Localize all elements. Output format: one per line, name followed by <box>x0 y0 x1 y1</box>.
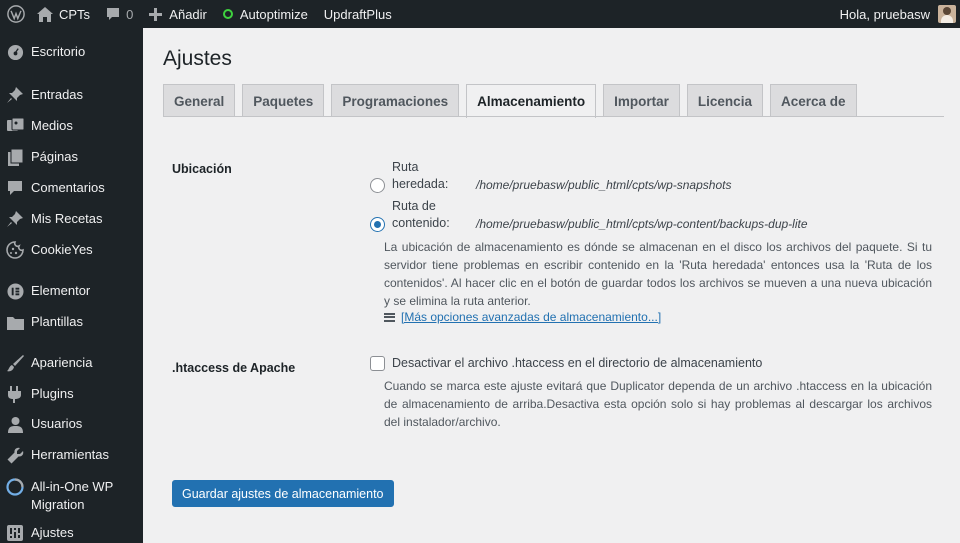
legacy-path-radio[interactable] <box>370 178 385 193</box>
dashboard-icon <box>6 43 24 61</box>
sidebar-item-páginas[interactable] <box>0 148 143 166</box>
autoptimize-menu[interactable] <box>215 0 316 28</box>
pages-icon <box>6 148 24 166</box>
tab-importar[interactable]: Importar <box>603 84 680 117</box>
cookie-icon <box>6 241 24 259</box>
add-new-label: Añadir <box>169 6 207 22</box>
autoptimize-label: Autoptimize <box>239 6 308 22</box>
sidebar-item-label: Comentarios <box>31 180 105 195</box>
sidebar-item-mis-recetas[interactable] <box>0 210 143 228</box>
htaccess-label: .htaccess de Apache <box>172 361 296 375</box>
disable-htaccess-label[interactable]: Desactivar el archivo .htaccess en el directorio de almacenamiento <box>392 356 763 370</box>
site-name-menu[interactable] <box>31 0 98 28</box>
pin-icon <box>6 210 24 228</box>
migration-icon <box>6 478 24 496</box>
pin-icon <box>6 86 24 104</box>
tab-programaciones[interactable]: Programaciones <box>331 84 459 117</box>
legacy-path-label[interactable]: Ruta heredada: <box>392 160 449 191</box>
tab-licencia[interactable]: Licencia <box>687 84 763 117</box>
content-path-value: /home/pruebasw/public_html/cpts/wp-content/backups-dup-lite <box>476 217 808 231</box>
content-path-radio[interactable] <box>370 217 385 232</box>
elementor-icon <box>6 282 24 300</box>
tab-almacenamiento[interactable]: Almacenamiento <box>466 84 596 118</box>
sidebar-item-label: All-in-One WP Migration <box>31 479 114 512</box>
sidebar-item-label: Plantillas <box>31 314 84 329</box>
sidebar-item-label: Entradas <box>31 87 84 102</box>
comment-icon <box>6 179 24 197</box>
wrench-icon <box>6 446 24 464</box>
sidebar-item-label: Escritorio <box>31 44 86 59</box>
sidebar-item-label: Apariencia <box>31 355 93 370</box>
advanced-options <box>384 310 661 324</box>
user-icon <box>6 415 24 433</box>
sidebar-item-all-in-one-wp-migration[interactable] <box>0 478 143 514</box>
sidebar-item-label: Usuarios <box>31 416 83 431</box>
avatar <box>938 5 956 23</box>
plus-icon <box>149 8 162 21</box>
main-content <box>143 28 960 543</box>
comments-menu[interactable] <box>98 0 141 28</box>
sidebar-item-plantillas[interactable] <box>0 313 143 331</box>
status-dot-icon <box>223 9 233 19</box>
home-icon <box>37 7 53 22</box>
tab-general[interactable]: General <box>163 84 235 117</box>
save-storage-button[interactable]: Guardar ajustes de almacenamiento <box>172 480 394 507</box>
settings-tabs <box>163 84 864 117</box>
admin-bar <box>0 0 960 28</box>
sidebar-item-label: Herramientas <box>31 447 110 462</box>
sidebar-item-escritorio[interactable] <box>0 43 143 61</box>
greeting: Hola, pruebasw <box>839 6 930 22</box>
comments-count: 0 <box>126 6 134 22</box>
comment-icon <box>106 7 120 21</box>
brush-icon <box>6 354 24 372</box>
tab-paquetes[interactable]: Paquetes <box>242 84 324 117</box>
legacy-path-value: /home/pruebasw/public_html/cpts/wp-snapshots <box>476 178 732 192</box>
folder-icon <box>6 313 24 331</box>
sidebar-item-comentarios[interactable] <box>0 179 143 197</box>
tabs-divider <box>163 116 944 117</box>
sidebar-item-apariencia[interactable] <box>0 354 143 372</box>
htaccess-description: Cuando se marca este ajuste evitará que Duplicator dependa de un archivo .htaccess en la ubicación de almacenamiento de arriba.Desactiva esta opción solo si hay problemas al descargar los archivos del instalador/archivo. <box>384 379 932 429</box>
plug-icon <box>6 385 24 403</box>
updraftplus-label: UpdraftPlus <box>323 6 392 22</box>
updraftplus-menu[interactable] <box>316 0 400 28</box>
sidebar-item-medios[interactable] <box>0 117 143 135</box>
content-path-label[interactable]: Ruta de contenido: <box>392 199 450 230</box>
wordpress-logo-icon[interactable] <box>0 0 31 28</box>
media-icon <box>6 117 24 135</box>
sidebar-item-plugins[interactable] <box>0 385 143 403</box>
account-menu[interactable] <box>832 0 960 28</box>
sidebar-item-ajustes[interactable] <box>0 524 143 542</box>
sidebar-item-label: Medios <box>31 118 73 133</box>
database-icon <box>384 313 395 322</box>
admin-menu <box>0 28 143 543</box>
tab-acerca-de[interactable]: Acerca de <box>770 84 857 117</box>
settings-icon <box>6 524 24 542</box>
sidebar-item-label: Páginas <box>31 149 78 164</box>
advanced-options-link[interactable]: [Más opciones avanzadas de almacenamiento...] <box>401 310 662 324</box>
location-label: Ubicación <box>172 162 232 176</box>
site-name: CPTs <box>59 6 91 22</box>
page-title: Ajustes <box>163 47 232 70</box>
sidebar-item-label: Plugins <box>31 386 74 401</box>
sidebar-item-label: CookieYes <box>31 242 93 257</box>
sidebar-item-label: Mis Recetas <box>31 211 103 226</box>
sidebar-item-label: Elementor <box>31 283 91 298</box>
storage-description: La ubicación de almacenamiento es dónde se almacenan en el disco los archivos del paquete. Si tu servidor tiene problemas en escribir contenido en la 'Ruta heredada' entonces usa la 'Ruta de los contenidos'. Al hacer clic en el botón de guardar todos los archivos se mueven a una nueva ubicación y se elimina la ruta anterior. <box>384 240 932 308</box>
sidebar-item-cookieyes[interactable] <box>0 241 143 259</box>
sidebar-item-label: Ajustes <box>31 525 74 540</box>
sidebar-item-elementor[interactable] <box>0 282 143 300</box>
sidebar-item-herramientas[interactable] <box>0 446 143 464</box>
disable-htaccess-checkbox[interactable] <box>370 356 385 371</box>
sidebar-item-usuarios[interactable] <box>0 415 143 433</box>
add-new-menu[interactable] <box>141 0 215 28</box>
sidebar-item-entradas[interactable] <box>0 86 143 104</box>
